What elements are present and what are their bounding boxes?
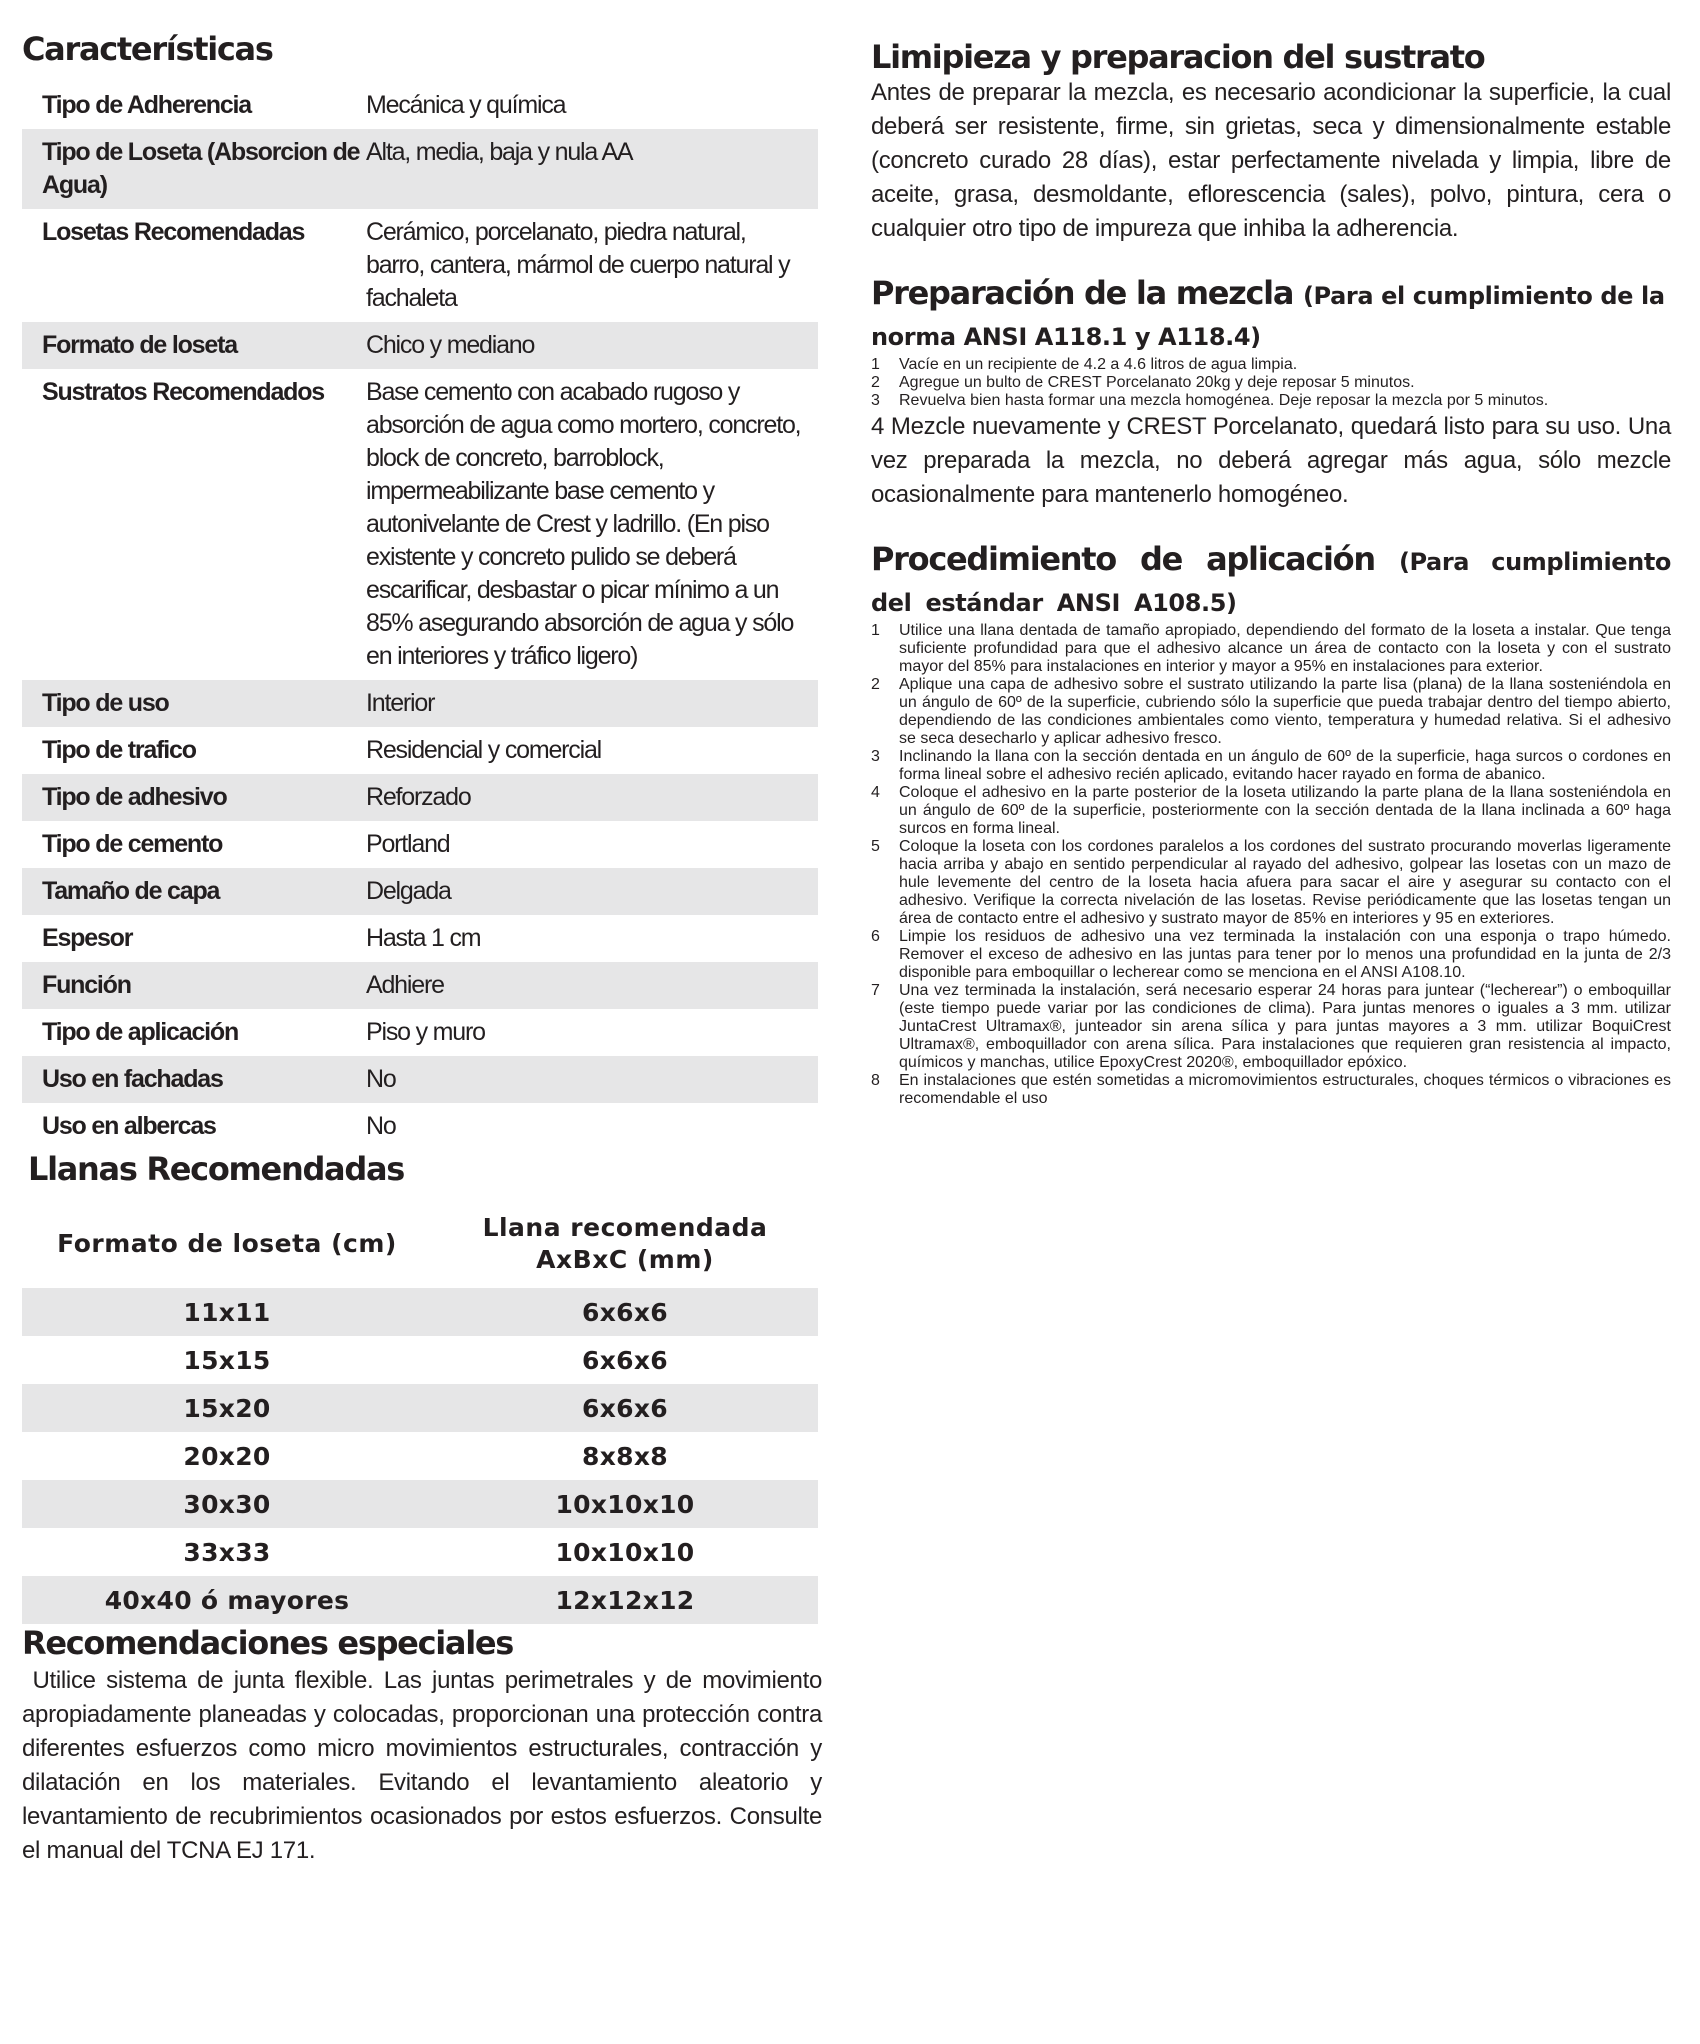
llanas-row xyxy=(22,1432,818,1480)
caracteristicas-key: Tipo de aplicación xyxy=(42,1018,239,1046)
step-text: Una vez terminada la instalación, será necesario esperar 24 horas para juntear (“lecherear”) o emboquillar (este tiempo puede variar por las condiciones de clima). Para juntas menores o iguales a 3 mm. utilizar JuntaCrest Ultramax®, junteador sin arena sílica y para juntas mayores a 3 mm. utilizar BoquiCrest Ultramax®, emboquillador con arena sílica. Para instalaciones que requieren gran resistencia al impacto, químicos y manchas, utilice EpoxyCrest 2020®, emboquillador epóxico. xyxy=(899,982,1671,1071)
caracteristicas-value: Alta, media, baja y nula AA xyxy=(366,129,818,209)
llanas-row xyxy=(22,1480,818,1528)
llanas-formato: 20x20 xyxy=(183,1441,271,1471)
llanas-llana: 6x6x6 xyxy=(582,1345,668,1375)
caracteristicas-key: Tipo de Loseta (Absorcion de Agua) xyxy=(22,129,366,209)
preparacion-heading xyxy=(871,274,1671,356)
caracteristicas-row xyxy=(22,868,818,915)
step-number: 1 xyxy=(871,622,880,639)
llanas-llana: 12x12x12 xyxy=(432,1576,818,1624)
caracteristicas-key: Función xyxy=(22,962,366,1009)
caracteristicas-value: Delgada xyxy=(366,868,818,915)
step-number: 3 xyxy=(871,392,880,409)
llanas-formato: 40x40 ó mayores xyxy=(22,1576,432,1624)
step-number: 6 xyxy=(871,928,880,945)
caracteristicas-row xyxy=(22,680,818,727)
caracteristicas-row xyxy=(22,369,818,680)
llanas-table xyxy=(22,1212,818,1624)
caracteristicas-key: Tipo de trafico xyxy=(42,736,196,764)
llanas-formato: 30x30 xyxy=(22,1480,432,1528)
step-text: Revuelva bien hasta formar una mezcla homogénea. Deje reposar la mezcla por 5 minutos. xyxy=(899,392,1549,409)
step-text: Vacíe en un recipiente de 4.2 a 4.6 litros de agua limpia. xyxy=(899,356,1298,373)
recomendaciones-text: Utilice sistema de junta flexible. Las juntas perimetrales y de movimiento apropiadamente planeadas y colocadas, proporcionan una protección contra diferentes esfuerzos como micro movimientos estructurales, contracción y dilatación en los materiales. Evitando el levantamiento aleatorio y levantamiento de recubrimientos ocasionados por estos esfuerzos. Consulte el manual del TCNA EJ 171. xyxy=(22,1667,829,1864)
caracteristicas-value: Base cemento con acabado rugoso y absorción de agua como mortero, concreto, block de concreto, barroblock, impermeabilizante base cemento y autonivelante de Crest y ladrillo. (En piso existente y concreto pulido se deberá escarificar, desbastar o picar mínimo a un 85% asegurando absorción de agua y sólo en interiores y tráfico ligero) xyxy=(366,378,801,670)
caracteristicas-table xyxy=(22,82,818,1150)
llanas-row xyxy=(22,1528,818,1576)
caracteristicas-row xyxy=(22,82,818,129)
caracteristicas-key: Uso en fachadas xyxy=(22,1056,366,1103)
llanas-llana: 6x6x6 xyxy=(432,1288,818,1336)
step-item xyxy=(871,392,1671,410)
llanas-llana: 10x10x10 xyxy=(555,1537,695,1567)
step-text: En instalaciones que estén sometidas a micromovimientos estructurales, choques térmicos o vibraciones es recomendable el uso xyxy=(899,1072,1671,1107)
llanas-col-llana-line2: AxBxC (mm) xyxy=(536,1245,714,1274)
caracteristicas-key: Tamaño de capa xyxy=(22,868,366,915)
caracteristicas-key: Tipo de uso xyxy=(22,680,366,727)
llanas-row xyxy=(22,1384,818,1432)
step-text: Utilice una llana dentada de tamaño apropiado, dependiendo del formato de la loseta a instalar. Que tenga suficiente profundidad para que el adhesivo alcance un área de contacto con la loseta y con el sustrato mayor del 85% para instalaciones en interior y mayor a 95% en instalaciones para exterior. xyxy=(899,622,1671,675)
caracteristicas-value: Interior xyxy=(366,680,818,727)
step-number: 5 xyxy=(871,838,880,855)
caracteristicas-value: Chico y mediano xyxy=(366,322,818,369)
step-number: 8 xyxy=(871,1072,880,1089)
caracteristicas-value: No xyxy=(366,1112,396,1140)
caracteristicas-value: Mecánica y química xyxy=(366,91,566,119)
step-item xyxy=(871,748,1671,784)
step-item xyxy=(871,676,1671,748)
caracteristicas-row xyxy=(22,322,818,369)
caracteristicas-row xyxy=(22,821,818,868)
caracteristicas-value: Adhiere xyxy=(366,962,818,1009)
caracteristicas-value: Cerámico, porcelanato, piedra natural, barro, cantera, mármol de cuerpo natural y fachaleta xyxy=(366,218,790,312)
procedimiento-heading xyxy=(871,540,1671,622)
caracteristicas-row xyxy=(22,774,818,821)
llanas-llana: 6x6x6 xyxy=(432,1384,818,1432)
step-item xyxy=(871,928,1671,982)
caracteristicas-row xyxy=(22,1103,818,1150)
procedimiento-title: Procedimiento de aplicación xyxy=(871,540,1375,578)
caracteristicas-key: Espesor xyxy=(42,924,133,952)
procedimiento-steps xyxy=(871,622,1671,1108)
caracteristicas-value: Residencial y comercial xyxy=(366,736,601,764)
caracteristicas-key: Tipo de adhesivo xyxy=(22,774,366,821)
step-number: 7 xyxy=(871,982,880,999)
caracteristicas-row xyxy=(22,727,818,774)
preparacion-step4: 4 Mezcle nuevamente y CREST Porcelanato, quedará listo para su uso. Una vez preparada la mezcla, no deberá agregar más agua, sólo mezcle ocasionalmente para mantenerlo homogéneo. xyxy=(871,413,1671,508)
limpieza-text: Antes de preparar la mezcla, es necesario acondicionar la superficie, la cual deberá ser resistente, firme, sin grietas, seca y dimensionalmente estable (concreto curado 28 días), estar perfectamente nivelada y limpia, libre de aceite, grasa, desmoldante, eflorescencia (sales), polvo, pintura, cera o cualquier otro tipo de impureza que inhiba la adherencia. xyxy=(871,79,1671,242)
caracteristicas-key: Tipo de cemento xyxy=(42,830,223,858)
step-text: Coloque la loseta con los cordones paralelos a los cordones del sustrato procurando moverlas ligeramente hacia arriba y abajo en sentido perpendicular al rayado del adhesivo, golpear las losetas con un mazo de hule levemente del centro de la loseta hacia afuera para sacar el aire y asegurar su contacto con el adhesivo. Verifique la correcta nivelación de las losetas. Revise periódicamente que las losetas tengan un área de contacto entre el adhesivo y sustrato mayor de 85% en interiores y 95 en exteriores. xyxy=(899,838,1671,927)
limpieza-title: Limipieza y preparacion del sustrato xyxy=(871,38,1485,76)
preparacion-subtitle: (Para el cumplimiento de la norma ANSI A118.1 y A118.4) xyxy=(871,282,1665,351)
step-number: 1 xyxy=(871,356,880,373)
step-number: 2 xyxy=(871,676,880,693)
caracteristicas-value: No xyxy=(366,1056,818,1103)
caracteristicas-row xyxy=(22,915,818,962)
caracteristicas-key: Sustratos Recomendados xyxy=(42,378,325,406)
caracteristicas-title: Características xyxy=(22,30,273,68)
step-item xyxy=(871,784,1671,838)
llanas-llana: 10x10x10 xyxy=(432,1480,818,1528)
step-item xyxy=(871,838,1671,928)
recomendaciones-title: Recomendaciones especiales xyxy=(22,1624,514,1662)
step-text: Inclinando la llana con la sección dentada en un ángulo de 60º de la superficie, haga surcos o cordones en forma lineal sobre el adhesivo recién aplicado, evitando hacer rayado en forma de abanico. xyxy=(899,748,1671,783)
step-item xyxy=(871,622,1671,676)
preparacion-title: Preparación de la mezcla xyxy=(871,274,1294,312)
caracteristicas-key: Losetas Recomendadas xyxy=(42,218,305,246)
step-number: 2 xyxy=(871,374,880,391)
step-item xyxy=(871,982,1671,1072)
caracteristicas-value: Piso y muro xyxy=(366,1018,485,1046)
caracteristicas-value: Portland xyxy=(366,830,450,858)
llanas-llana: 8x8x8 xyxy=(582,1441,668,1471)
step-text: Aplique una capa de adhesivo sobre el sustrato utilizando la parte lisa (plana) de la llana sosteniéndola en un ángulo de 60º de la superficie, cubriendo sólo la superficie que pueda trabajar dentro del tiempo abierto, dependiendo de las condiciones ambientales como viento, temperatura y humedad relativa. Si el adhesivo se seca desecharlo y aplicar adhesivo fresco. xyxy=(899,676,1671,747)
step-item xyxy=(871,374,1671,392)
step-text: Limpie los residuos de adhesivo una vez terminada la instalación con una esponja o trapo húmedo. Remover el exceso de adhesivo en las juntas para tener por lo menos una profundidad en la junta de 2/3 disponible para emboquillar o lecherear como se menciona en el ANSI A108.10. xyxy=(899,928,1671,981)
caracteristicas-value: Hasta 1 cm xyxy=(366,924,481,952)
step-number: 4 xyxy=(871,784,880,801)
right-column xyxy=(871,38,1671,1108)
caracteristicas-row xyxy=(22,209,818,322)
llanas-col-llana-line1: Llana recomendada xyxy=(482,1213,768,1242)
caracteristicas-value: Reforzado xyxy=(366,774,818,821)
caracteristicas-row xyxy=(22,962,818,1009)
caracteristicas-key: Uso en albercas xyxy=(42,1112,216,1140)
caracteristicas-key: Tipo de Adherencia xyxy=(42,91,252,119)
llanas-row xyxy=(22,1288,818,1336)
procedimiento-subtitle: (Para cumplimiento del estándar ANSI A108.5) xyxy=(871,548,1671,617)
caracteristicas-row xyxy=(22,129,818,209)
left-column xyxy=(22,30,829,1868)
llanas-row xyxy=(22,1336,818,1384)
step-text: Coloque el adhesivo en la parte posterior de la loseta utilizando la parte plana de la llana sosteniéndola en un ángulo de 60º de la superficie, posteriormente con la sección dentada de la llana inclinada a 60º haga surcos en forma lineal. xyxy=(899,784,1671,837)
step-item xyxy=(871,1072,1671,1108)
step-text: Agregue un bulto de CREST Porcelanato 20kg y deje reposar 5 minutos. xyxy=(899,374,1415,391)
llanas-formato: 15x15 xyxy=(183,1345,271,1375)
llanas-col-formato: Formato de loseta (cm) xyxy=(57,1229,397,1258)
llanas-col-llana xyxy=(432,1212,818,1288)
step-item xyxy=(871,356,1671,374)
llanas-formato: 15x20 xyxy=(22,1384,432,1432)
preparacion-steps xyxy=(871,356,1671,410)
llanas-formato: 33x33 xyxy=(183,1537,271,1567)
caracteristicas-row xyxy=(22,1009,818,1056)
llanas-formato: 11x11 xyxy=(22,1288,432,1336)
llanas-row xyxy=(22,1576,818,1624)
caracteristicas-row xyxy=(22,1056,818,1103)
caracteristicas-key: Formato de loseta xyxy=(22,322,366,369)
step-number: 3 xyxy=(871,748,880,765)
llanas-title: Llanas Recomendadas xyxy=(28,1150,404,1188)
